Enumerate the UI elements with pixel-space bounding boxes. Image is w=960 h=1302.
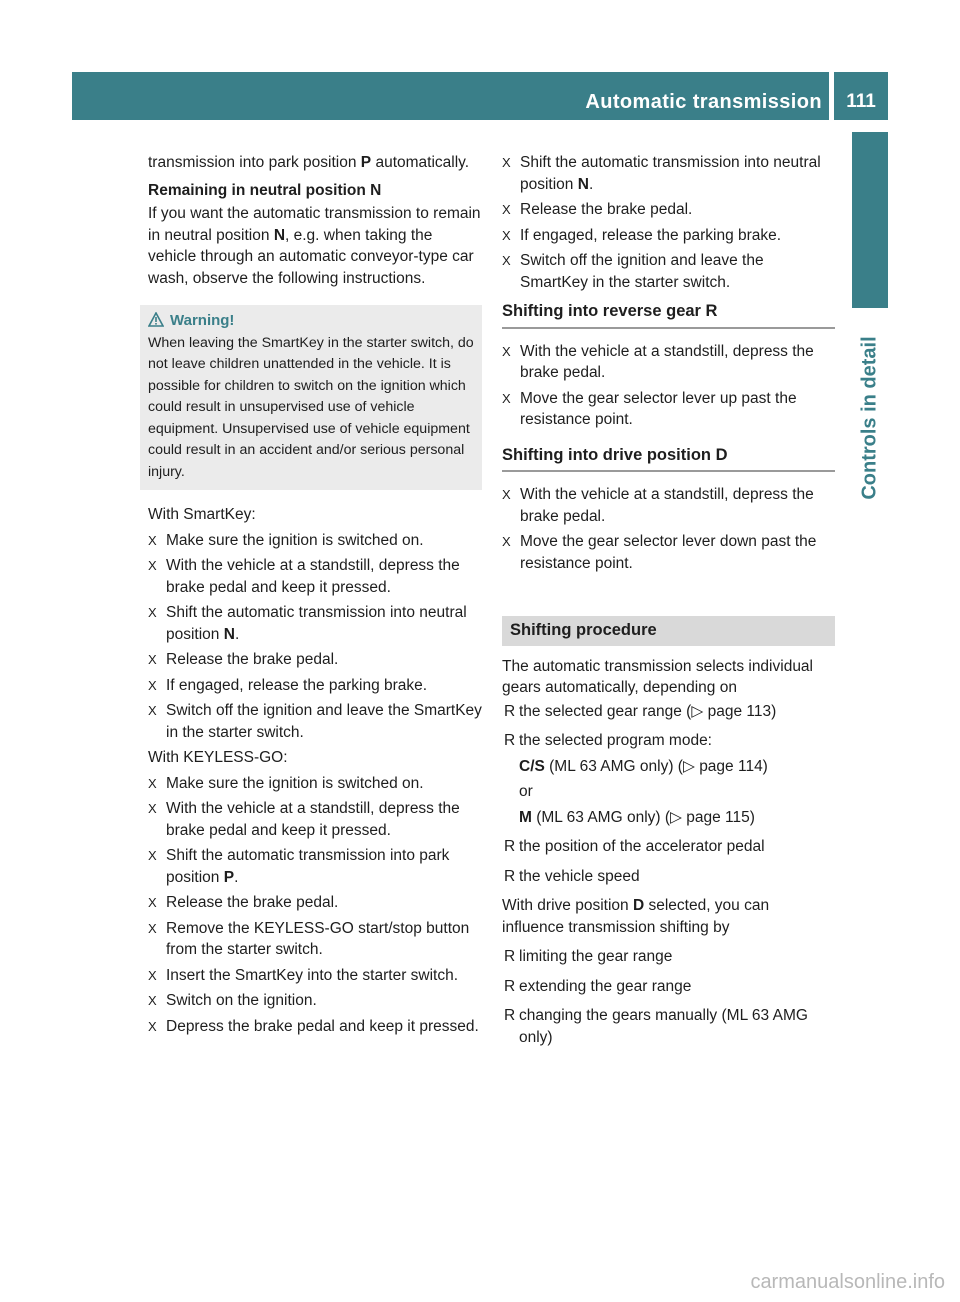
step-item: X Make sure the ignition is switched on. (148, 530, 482, 552)
step-item: X Insert the SmartKey into the starter switch. (148, 965, 482, 987)
bullet-icon: R (504, 867, 516, 885)
step-item: X Release the brake pedal. (502, 199, 835, 221)
warning-text: When leaving the SmartKey in the starter switch, do not leave children unattended in the vehicle. It is possible for children to switch on the ignition which could result in unsupervised use of vehicle equipment. Unsupervised use of vehicle equipment could result in an accident and/or serious personal injury. (148, 334, 474, 480)
step-item: X Switch on the ignition. (148, 990, 482, 1012)
warning-box (140, 305, 482, 490)
warning-triangle-icon (148, 312, 164, 327)
step-marker-icon: X (502, 202, 511, 217)
step-marker-icon: X (502, 227, 511, 243)
right-column (502, 152, 835, 1056)
warning-header (148, 310, 476, 333)
step-item: X With the vehicle at a standstill, depress the brake pedal. (502, 342, 814, 381)
warning-title: Warning! (170, 312, 235, 329)
step-item: X Shift the automatic transmission into park position P. (148, 847, 450, 886)
step-marker-icon: X (148, 532, 157, 548)
sub-item: C/S (ML 63 AMG only) (▷ page 114) (519, 757, 768, 775)
step-marker-icon: X (148, 848, 157, 863)
bullet-icon: R (504, 977, 516, 995)
step-item: X Switch off the ignition and leave the SmartKey in the starter switch. (148, 702, 482, 741)
left-column (148, 152, 482, 1041)
bullet-icon: R (504, 838, 516, 855)
bullet-item: R the position of the accelerator pedal (502, 836, 835, 858)
step-marker-icon: X (148, 677, 157, 693)
page-ref-link[interactable]: page 115) (686, 808, 755, 826)
step-item: X Release the brake pedal. (148, 649, 482, 671)
step-marker-icon: X (148, 895, 157, 910)
heading-drive: Shifting into drive position D (502, 445, 835, 473)
page-number: 111 (846, 91, 876, 112)
bullet-item: R the selected program mode: (502, 730, 835, 752)
step-item: X Remove the KEYLESS-GO start/stop button from the starter switch. (148, 919, 470, 958)
page-ref-icon: ▷ (682, 757, 695, 775)
step-marker-icon: X (148, 605, 157, 620)
step-item: X Shift the automatic transmission into neutral position N. (148, 604, 467, 643)
step-marker-icon: X (148, 993, 157, 1008)
step-marker-icon: X (148, 920, 157, 936)
bullet-item: R the selected gear range (▷ page 113) (502, 701, 835, 723)
bullet-item: R the vehicle speed (502, 866, 835, 888)
heading-reverse: Shifting into reverse gear R (502, 301, 835, 329)
step-item: X With the vehicle at a standstill, depress the brake pedal. (502, 486, 814, 525)
smartkey-label: With SmartKey: (148, 506, 256, 523)
step-marker-icon: X (148, 558, 157, 573)
heading-neutral: Remaining in neutral position N (148, 181, 382, 199)
bullet-item: R limiting the gear range (502, 946, 835, 968)
step-marker-icon: X (502, 390, 511, 406)
page-title: Automatic transmission (585, 91, 822, 113)
step-item: X With the vehicle at a standstill, depress the brake pedal and keep it pressed. (148, 557, 460, 596)
bullet-icon: R (504, 948, 516, 965)
step-item: X Shift the automatic transmission into neutral position N. (502, 154, 821, 193)
heading-shifting-procedure: Shifting procedure (502, 616, 835, 646)
side-tab[interactable] (852, 318, 888, 518)
side-tab-label: Controls in detail (858, 336, 881, 500)
step-item: X Depress the brake pedal and keep it pressed. (148, 1016, 482, 1038)
step-item: X Move the gear selector lever up past the resistance point. (502, 389, 797, 428)
bullet-item: R changing the gears manually (ML 63 AMG only) (504, 1007, 808, 1046)
side-tab-block (852, 132, 888, 308)
step-item: X Switch off the ignition and leave the SmartKey in the starter switch. (502, 252, 764, 291)
step-marker-icon: X (148, 703, 157, 718)
step-marker-icon: X (502, 155, 511, 170)
watermark: carmanualsonline.info (750, 1271, 945, 1293)
bullet-icon: R (504, 1007, 516, 1024)
influence-paragraph: With drive position D selected, you can influence transmission shifting by (502, 897, 770, 936)
step-item: X Move the gear selector lever down past the resistance point. (502, 533, 817, 572)
step-item: X If engaged, release the parking brake. (148, 675, 482, 697)
procedure-intro: The automatic transmission selects individual gears automatically, depending on (502, 657, 813, 696)
step-marker-icon: X (148, 967, 157, 983)
step-marker-icon: X (502, 253, 511, 268)
step-marker-icon: X (148, 652, 157, 667)
keyless-label: With KEYLESS-GO: (148, 749, 288, 766)
step-item: X Release the brake pedal. (148, 892, 482, 914)
step-marker-icon: X (502, 534, 511, 549)
intro-paragraph: transmission into park position P automatically. (148, 154, 470, 171)
page-ref-icon: ▷ (670, 808, 682, 826)
step-marker-icon: X (502, 343, 511, 359)
step-marker-icon: X (148, 1018, 157, 1034)
page-ref-link[interactable]: page 114) (699, 757, 768, 775)
step-item: X Make sure the ignition is switched on. (148, 773, 482, 795)
step-item: X With the vehicle at a standstill, depress the brake pedal and keep it pressed. (148, 800, 460, 839)
bullet-icon: R (504, 732, 516, 749)
step-marker-icon: X (148, 801, 157, 816)
sub-item: or (519, 783, 533, 800)
step-item: X If engaged, release the parking brake. (502, 225, 835, 247)
page-ref-link[interactable]: page 113) (707, 702, 777, 720)
sub-item: M (ML 63 AMG only) (▷ page 115) (519, 808, 755, 826)
page-ref-icon: ▷ (691, 702, 704, 720)
bullet-icon: R (504, 702, 516, 720)
bullet-item: R extending the gear range (502, 976, 835, 998)
neutral-paragraph: If you want the automatic transmission to remain in neutral position N, e.g. when taking the vehicle through an automatic conveyor-type car wash, observe the following instructions. (148, 205, 481, 287)
step-marker-icon: X (502, 487, 511, 502)
step-marker-icon: X (148, 775, 157, 791)
